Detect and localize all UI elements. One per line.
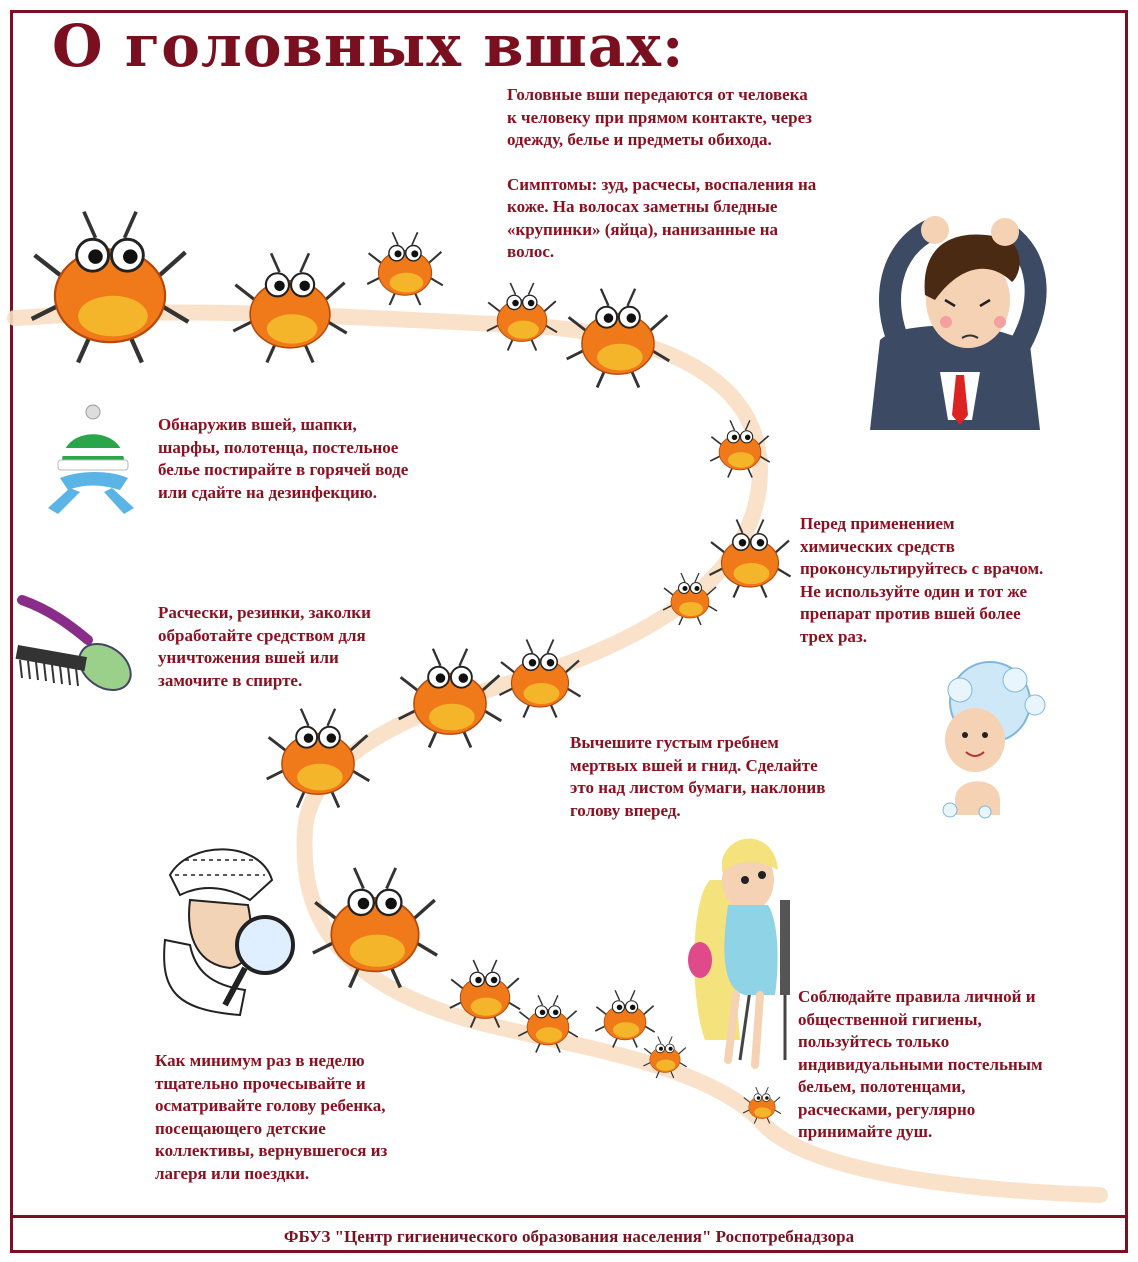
hat-and-scarf-icon <box>48 405 134 514</box>
louse-icon <box>367 232 443 305</box>
footer-divider <box>10 1215 1128 1218</box>
transmission-text: Головные вши передаются от человека к человеку при прямом контакте, через одежду, белье и предметы обихода. <box>507 85 813 149</box>
louse-icon <box>500 640 581 718</box>
chemicals-tip: Перед применением химических средств проконсультируйтесь с врачом. Не используйте один и тот же препарат против вшей более трех раз. <box>800 514 1044 646</box>
weekly-check-tip: Как минимум раз в неделю тщательно прочесывайте и осматривайте голову ребенка, посещающего детские коллективы, вернувшегося из лагеря или поездки. <box>155 1051 388 1183</box>
louse-icon <box>487 283 557 351</box>
detective-icon <box>164 849 293 1015</box>
louse-icon <box>567 289 670 388</box>
intro-block <box>507 84 927 264</box>
louse-icon <box>313 868 437 988</box>
laundry-tip: Обнаружив вшей, шапки, шарфы, полотенца, постельное белье постирайте в горячей воде или сдайте на дезинфекцию. <box>158 415 409 502</box>
louse-icon <box>32 212 189 363</box>
girl-brushing-hair-icon <box>688 839 790 1065</box>
shampoo-child-icon <box>943 662 1045 818</box>
combs-tip: Расчески, резинки, заколки обработайте средством для уничтожения вшей или замочите в спирте. <box>158 603 371 690</box>
page-title: О головных вшах: <box>52 12 685 80</box>
louse-icon <box>267 709 370 808</box>
louse-icon <box>233 253 346 362</box>
symptoms-text: Симптомы: зуд, расчесы, воспаления на коже. На волосах заметны бледные «крупинки» (яйца), нанизанные на волос. <box>507 174 817 261</box>
hygiene-tip: Соблюдайте правила личной и общественной гигиены, пользуйтесь только индивидуальными постельным бельем, полотенцами, расческами, регулярно принимайте душ. <box>798 987 1043 1141</box>
footer-credit: ФБУЗ "Центр гигиенического образования населения" Роспотребнадзора <box>283 1227 855 1246</box>
comb-and-brush-icon <box>16 600 140 699</box>
louse-icon <box>595 990 654 1047</box>
combing-tip: Вычешите густым гребнем мертвых вшей и гнид. Сделайте это над листом бумаги, наклонив голову вперед. <box>570 733 826 820</box>
